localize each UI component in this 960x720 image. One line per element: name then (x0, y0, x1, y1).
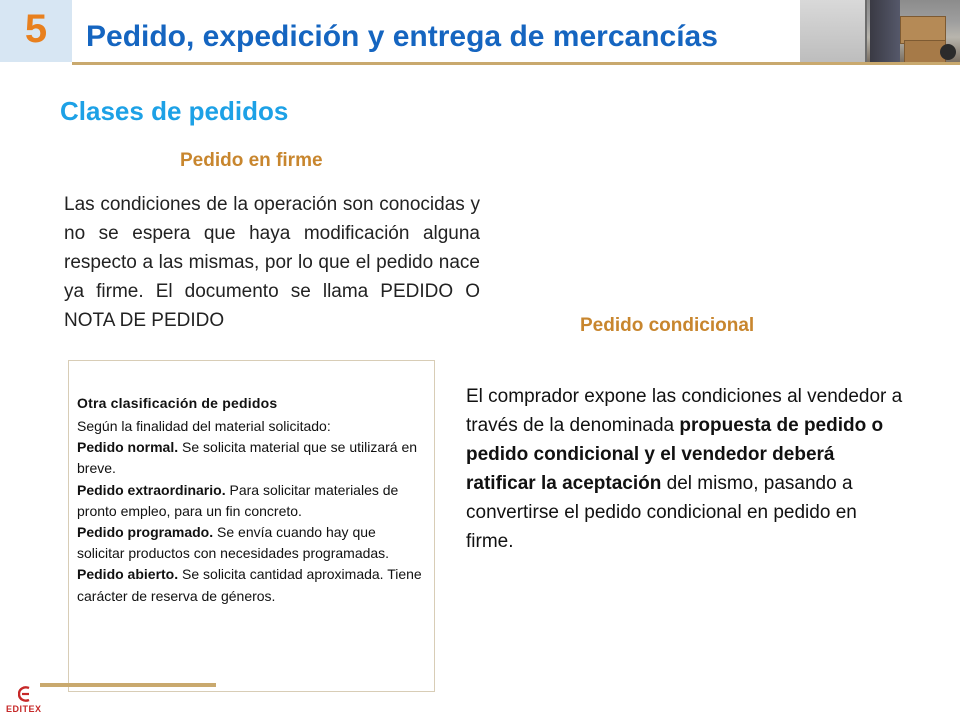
paragraph-pedido-condicional (466, 382, 906, 556)
list-item (77, 564, 427, 606)
section-title: Clases de pedidos (60, 96, 289, 126)
item-text: Para solicitar materiales de pronto empleo, para un fin concreto. (77, 481, 399, 519)
classification-box (68, 360, 435, 692)
item-label: Pedido normal. (77, 439, 179, 456)
item-text: Se solicita material que se utilizará en breve. (77, 439, 418, 477)
list-item (77, 480, 427, 522)
box-intro: Según la finalidad del material solicitado: (77, 418, 331, 434)
chapter-number: 5 (24, 6, 48, 51)
editex-logo-icon (18, 686, 32, 702)
footer-divider (40, 683, 216, 687)
item-text: Se envía cuando hay que solicitar productos con necesidades programadas. (77, 524, 390, 562)
chapter-badge (0, 0, 72, 62)
subtitle-pedido-condicional: Pedido condicional (580, 315, 755, 336)
paragraph-text: El comprador expone las condiciones al vendedor a través de la denominada (466, 386, 903, 436)
list-item (77, 437, 427, 479)
item-text: Se solicita cantidad aproximada. Tiene carácter de reserva de géneros. (77, 566, 422, 604)
box-title: Otra clasificación de pedidos (77, 395, 278, 411)
list-item (77, 522, 427, 564)
box-body (77, 416, 427, 607)
paragraph-bold-text: propuesta de pedido o pedido condicional y el vendedor deberá ratificar la aceptación (466, 415, 884, 494)
paragraph-text: del mismo, pasando a convertirse el pedido condicional en pedido en firme. (466, 473, 857, 552)
editex-logo (6, 686, 46, 716)
header-divider (72, 62, 960, 65)
paragraph-pedido-en-firme: Las condiciones de la operación son conocidas y no se espera que haya modificación alguna respecto a las mismas, por lo que el pedido nace ya firme. El documento se llama PEDIDO O NOTA DE PEDIDO (64, 194, 480, 331)
subtitle-pedido-en-firme: Pedido en firme (180, 150, 323, 171)
item-label: Pedido programado. (77, 524, 214, 541)
logo-text: EDITEX (6, 704, 42, 714)
item-label: Pedido abierto. (77, 566, 179, 583)
page-title: Pedido, expedición y entrega de mercancías (86, 20, 718, 53)
header-photo (800, 0, 960, 62)
item-label: Pedido extraordinario. (77, 481, 226, 498)
